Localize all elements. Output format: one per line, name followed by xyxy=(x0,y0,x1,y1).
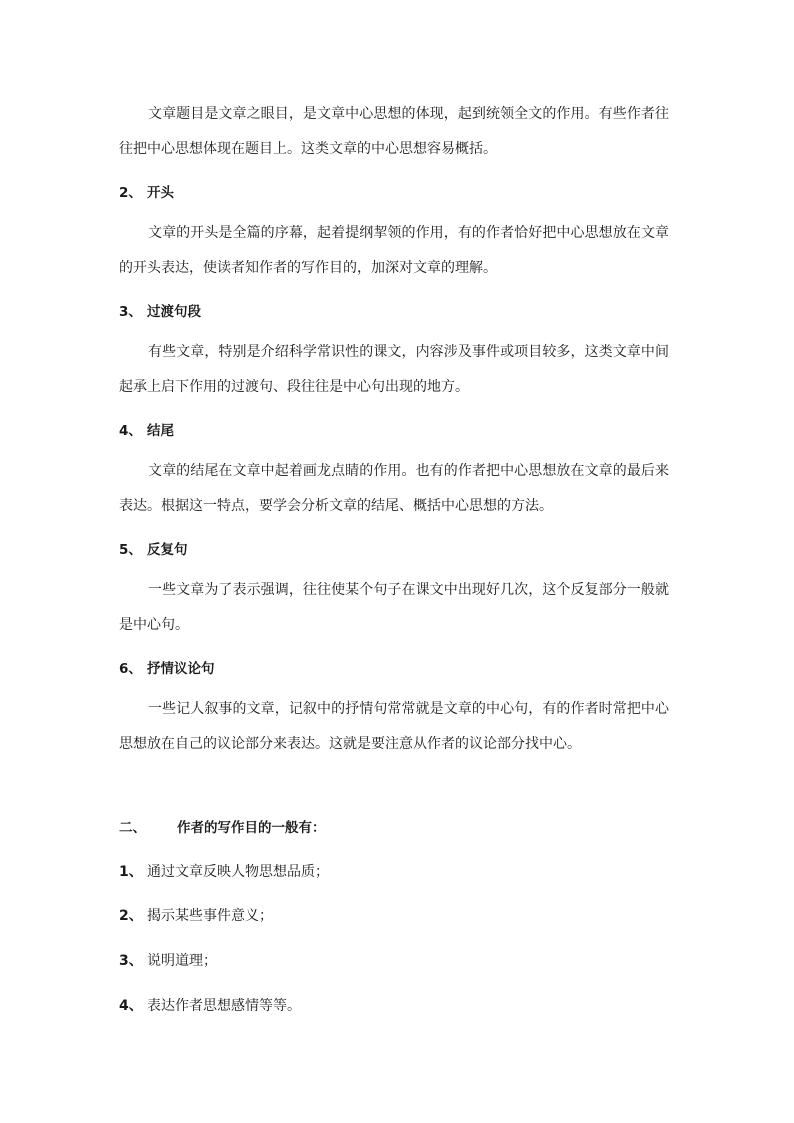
subsection-number: 4、 xyxy=(119,423,142,439)
subsection-number: 3、 xyxy=(119,304,142,320)
subsection-number: 5、 xyxy=(119,542,142,558)
subsection-number: 6、 xyxy=(119,661,142,677)
section-number: 二、 xyxy=(119,820,146,836)
subsection-body-3: 有些文章，特别是介绍科学常识性的课文，内容涉及事件或项目较多，这类文章中间起承上启下作用的过渡句、段往往是中心句出现的地方。 xyxy=(119,344,669,395)
subsection-heading-4 xyxy=(119,421,174,441)
subsection-title: 过渡句段 xyxy=(147,304,201,320)
list-item-text: 表达作者思想感情等等。 xyxy=(147,998,301,1014)
section-two-heading xyxy=(119,818,326,838)
list-item-text: 通过文章反映人物思想品质； xyxy=(147,864,329,880)
subsection-heading-3 xyxy=(119,302,201,322)
purpose-list-item xyxy=(119,862,329,882)
subsection-body-6: 一些记人叙事的文章，记叙中的抒情句常常就是文章的中心句，有的作者时常把中心思想放在自己的议论部分来表达。这就是要注意从作者的议论部分找中心。 xyxy=(119,701,669,752)
subsection-heading-5 xyxy=(119,540,188,560)
subsection-title: 开头 xyxy=(147,185,174,201)
subsection-body-4: 文章的结尾在文章中起着画龙点睛的作用。也有的作者把中心思想放在文章的最后来表达。根据这一特点，要学会分析文章的结尾、概括中心思想的方法。 xyxy=(119,463,669,514)
purpose-list-item xyxy=(119,906,273,926)
list-item-text: 说明道理； xyxy=(147,953,217,969)
intro-paragraph: 文章题目是文章之眼目，是文章中心思想的体现，起到统领全文的作用。有些作者往往把中心思想体现在题目上。这类文章的中心思想容易概括。 xyxy=(119,106,669,157)
subsection-body-5: 一些文章为了表示强调，往往使某个句子在课文中出现好几次，这个反复部分一般就是中心句。 xyxy=(119,582,669,633)
subsection-body-2: 文章的开头是全篇的序幕，起着提纲挈领的作用，有的作者恰好把中心思想放在文章的开头表达，使读者知作者的写作目的，加深对文章的理解。 xyxy=(119,225,669,276)
purpose-list-item xyxy=(119,996,301,1016)
subsection-title: 结尾 xyxy=(147,423,174,439)
list-item-number: 3、 xyxy=(119,953,143,969)
subsection-title: 反复句 xyxy=(147,542,188,558)
list-item-number: 4、 xyxy=(119,998,143,1014)
subsection-title: 抒情议论句 xyxy=(147,661,215,677)
list-item-text: 揭示某些事件意义； xyxy=(147,908,273,924)
subsection-heading-6 xyxy=(119,659,215,679)
subsection-heading-2 xyxy=(119,183,174,203)
section-title: 作者的写作目的一般有： xyxy=(177,820,326,836)
list-item-number: 2、 xyxy=(119,908,143,924)
list-item-number: 1、 xyxy=(119,864,143,880)
purpose-list-item xyxy=(119,951,217,971)
subsection-number: 2、 xyxy=(119,185,142,201)
